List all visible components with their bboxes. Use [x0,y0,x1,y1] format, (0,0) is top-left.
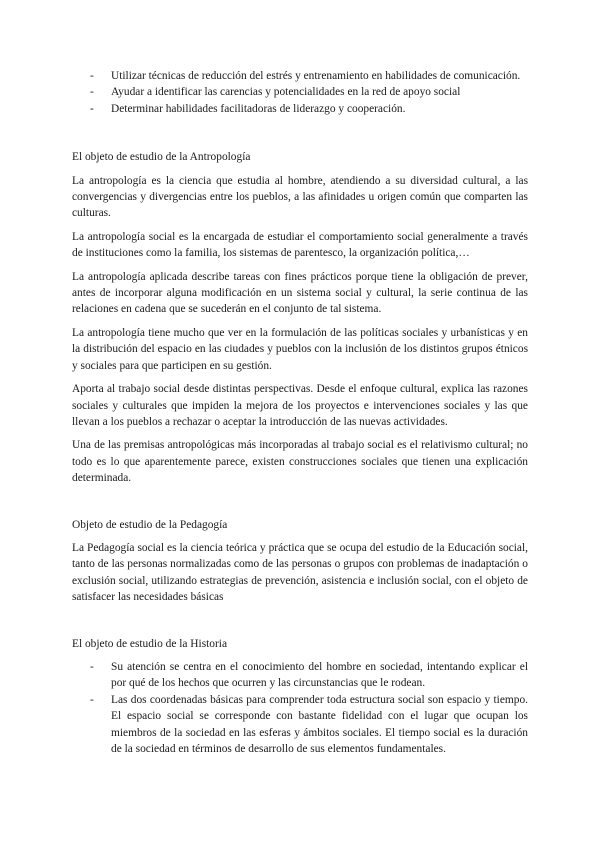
pedagogia-heading: Objeto de estudio de la Pedagogía [72,518,228,531]
historia-heading: El objeto de estudio de la Historia [72,637,228,650]
list-item: - Ayudar a identificar las carencias y potencialidades en la red de apoyo social [72,84,528,100]
antropologia-paragraph: La antropología es la ciencia que estudia al hombre, atendiendo a su diversidad cultural, a las convergencias y divergencias entre los pueblos, a las afinidades u origen común que comparten las culturas. [72,174,528,220]
list-item: - Su atención se centra en el conocimiento del hombre en sociedad, intentando explicar el por qué de los hechos que ocurren y las circunstancias que le rodean. [72,659,528,692]
list-item: - Determinar habilidades facilitadoras de liderazgo y cooperación. [72,101,528,117]
list-item: - Utilizar técnicas de reducción del estrés y entrenamiento en habilidades de comunicación. [72,68,528,84]
antropologia-paragraph: La antropología tiene mucho que ver en la formulación de las políticas sociales y urbanísticas y en la distribución del espacio en las ciudades y pueblos con la inclusión de los distintos grupos étnicos y sociales para que participen en su gestión. [72,326,528,372]
antropologia-paragraph: La antropología aplicada describe tareas con fines prácticos porque tiene la obligación de prever, antes de incorporar alguna modificación en un sistema social y cultural, la serie continua de las relaciones en cadena que se sucederán en el conjunto de tal sistema. [72,270,528,316]
pedagogia-paragraph: La Pedagogía social es la ciencia teórica y práctica que se ocupa del estudio de la Educación social, tanto de las personas normalizadas como de las personas o grupos con problemas de inadaptación o exclusión social, utilizando estrategias de prevención, asistencia e inclusión social, con el objeto de satisfacer las necesidades básicas [72,541,528,604]
antropologia-paragraph: Aporta al trabajo social desde distintas perspectivas. Desde el enfoque cultural, explica las razones sociales y culturales que impiden la mejora de los proyectos e intervenciones sociales y las que llevan a los pueblos a rechazar o aceptar la introducción de las nuevas actividades. [72,383,528,428]
antropologia-heading: El objeto de estudio de la Antropología [72,151,251,164]
antropologia-paragraph: Una de las premisas antropológicas más incorporadas al trabajo social es el relativismo cultural; no todo es lo que aparentemente parece, existen construcciones sociales que tienen una explicación determinada. [72,439,528,485]
list-item: - Las dos coordenadas básicas para comprender toda estructura social son espacio y tiempo. El espacio social se corresponde con bastante fidelidad con el lugar que ocupan los miembros de la sociedad en las esferas y ámbitos sociales. El tiempo social es la duración de la sociedad en términos de desarrollo de sus elementos fundamentales. [72,692,528,758]
historia-bullet-list [72,659,528,757]
intro-bullet-list [72,68,528,117]
antropologia-paragraph: La antropología social es la encargada de estudiar el comportamiento social generalmente a través de instituciones como la familia, los sistemas de parentesco, la organización política,… [72,230,528,260]
